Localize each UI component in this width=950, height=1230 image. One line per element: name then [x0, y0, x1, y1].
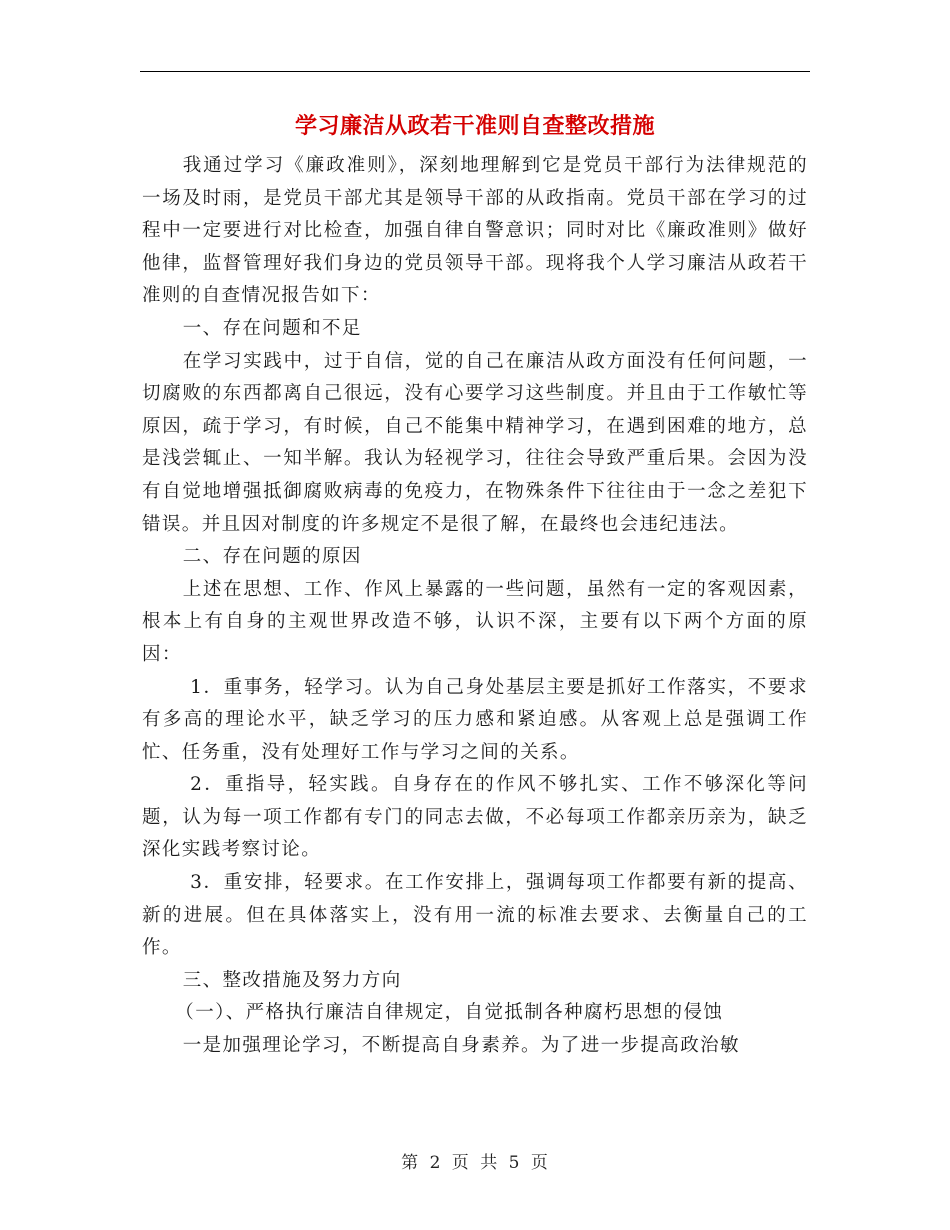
document-title: 学习廉洁从政若干准则自查整改措施	[294, 114, 655, 139]
footer-prefix: 第	[401, 1153, 420, 1173]
section-1-paragraph: 在学习实践中，过于自信，觉的自己在廉洁从政方面没有任何问题，一切腐败的东西都离自己很远，没有心要学习这些制度。并且由于工作敏忙等原因，疏于学习，有时候，自己不能集中精神学习，在遇到困难的地方，总是浅尝辄止、一知半解。我认为轻视学习，往往会导致严重后果。会因为没有自觉地增强抵御腐败病毒的免疫力，在物殊条件下往往由于一念之差犯下错误。并且因对制度的许多规定不是很了解，在最终也会违纪违法。	[142, 350, 808, 535]
section-heading-3: 三、整改措施及努力方向	[182, 969, 402, 991]
header-rule	[140, 71, 810, 72]
footer-total-word: 共	[480, 1153, 499, 1173]
section-heading-1: 一、存在问题和不足	[182, 317, 362, 339]
total-pages-number: 5	[508, 1153, 521, 1173]
section-heading-2: 二、存在问题的原因	[182, 546, 362, 568]
current-page-number: 2	[429, 1153, 442, 1173]
section-2-paragraph: 上述在思想、工作、作风上暴露的一些问题，虽然有一定的客观因素，根本上有自身的主观世界改造不够，认识不深，主要有以下两个方面的原因：	[142, 578, 808, 665]
cause-item-3: 3．重安排，轻要求。在工作安排上，强调每项工作都要有新的提高、新的进展。但在具体落实上，没有用一流的标准去要求、去衡量自己的工作。	[142, 872, 808, 959]
cause-item-2: 2．重指导，轻实践。自身存在的作风不够扎实、工作不够深化等问题，认为每一项工作都有专门的同志去做，不必每项工作都亲历亲为，缺乏深化实践考察讨论。	[142, 774, 808, 861]
document-body	[142, 150, 808, 1063]
cause-item-1: 1．重事务，轻学习。认为自己身处基层主要是抓好工作落实，不要求有多高的理论水平，缺乏学习的压力感和紧迫感。从客观上总是强调工作忙、任务重，没有处理好工作与学习之间的关系。	[142, 676, 808, 763]
intro-paragraph: 我通过学习《廉政准则》，深刻地理解到它是党员干部行为法律规范的一场及时雨，是党员干部尤其是领导干部的从政指南。党员干部在学习的过程中一定要进行对比检查，加强自律自警意识；同时对比《廉政准则》做好他律，监督管理好我们身边的党员领导干部。现将我个人学习廉洁从政若干准则的自查情况报告如下：	[142, 155, 808, 307]
page-footer	[0, 1152, 950, 1174]
measure-paragraph: 一是加强理论学习，不断提高自身素养。为了进一步提高政治敏	[182, 1035, 740, 1057]
footer-suffix: 页	[530, 1153, 549, 1173]
subsection-heading-1: （一）、严格执行廉洁自律规定，自觉抵制各种腐朽思想的侵蚀	[175, 1002, 724, 1024]
footer-page-word: 页	[451, 1153, 470, 1173]
